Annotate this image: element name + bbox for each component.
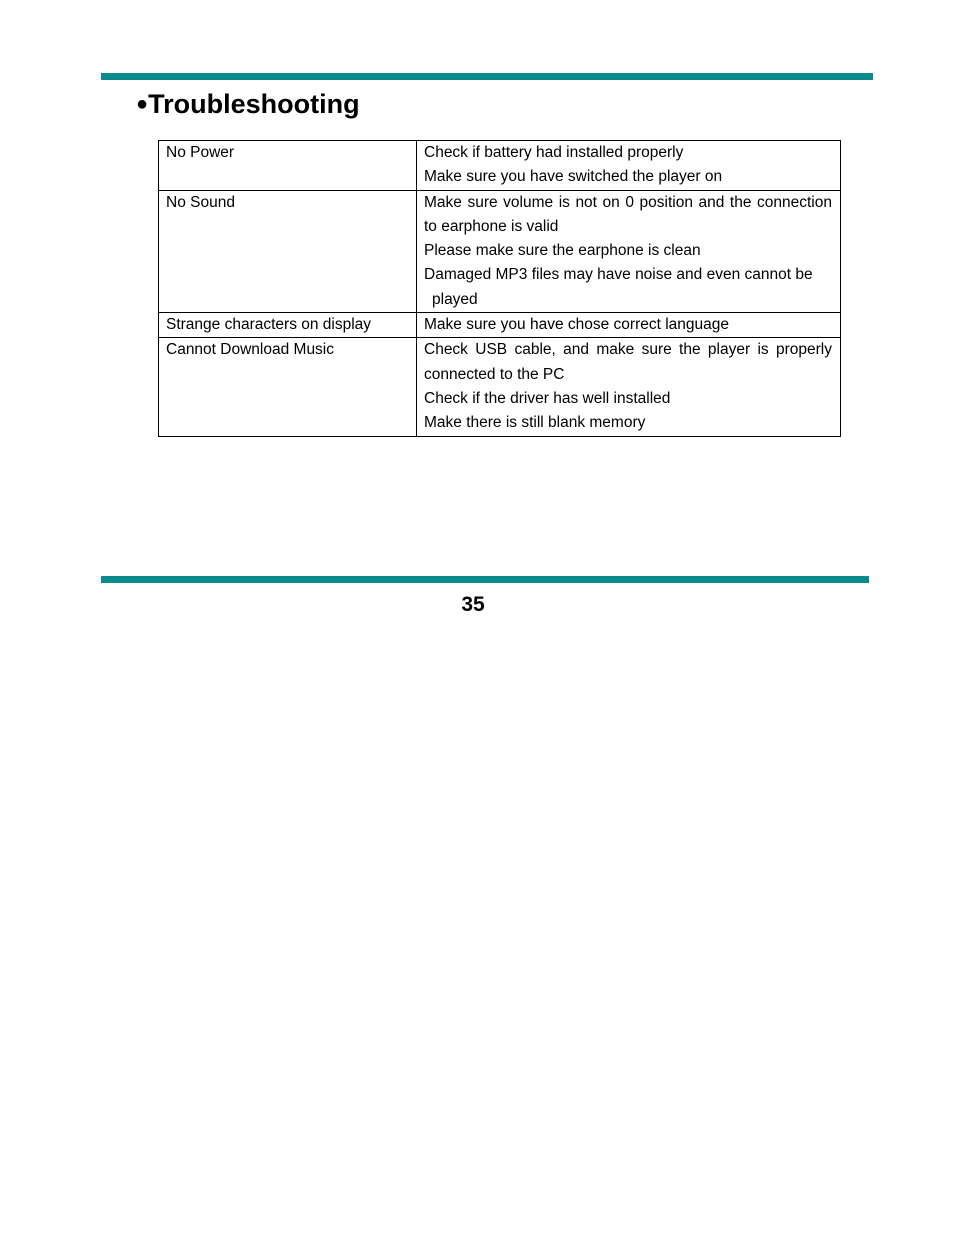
problem-cell: No Power [159, 141, 417, 191]
problem-cell: No Sound [159, 190, 417, 312]
table-row [159, 190, 841, 312]
solution-cell [417, 313, 841, 338]
solution-line: Make sure you have chose correct language [424, 316, 730, 334]
solution-line: Check if battery had installed properly [424, 144, 684, 161]
page-number: 35 [461, 593, 485, 616]
problem-cell: Strange characters on display [159, 313, 417, 338]
solution-line: played [432, 290, 478, 308]
solution-line: Damaged MP3 files may have noise and even cannot be [424, 266, 813, 284]
table-row [159, 141, 841, 191]
solution-line: Make sure you have switched the player on [424, 168, 723, 186]
table-row [159, 313, 841, 338]
solution-line: Check USB cable, and make sure the player is properly connected to the PC [424, 341, 832, 383]
section-title-text: Troubleshooting [148, 89, 360, 119]
solution-cell [417, 141, 841, 191]
bullet-icon: ● [136, 93, 149, 115]
solution-line: Make there is still blank memory [424, 414, 646, 432]
section-title [136, 86, 360, 122]
problem-cell: Cannot Download Music [159, 338, 417, 436]
troubleshooting-table [158, 140, 841, 437]
footer-rule [101, 576, 869, 583]
solution-cell [417, 190, 841, 312]
header-rule [101, 73, 873, 80]
solution-cell [417, 338, 841, 436]
table-row [159, 338, 841, 436]
solution-line: Check if the driver has well installed [424, 389, 671, 407]
solution-line: Make sure volume is not on 0 position and the connection to earphone is valid [424, 193, 832, 235]
solution-line: Please make sure the earphone is clean [424, 242, 701, 260]
